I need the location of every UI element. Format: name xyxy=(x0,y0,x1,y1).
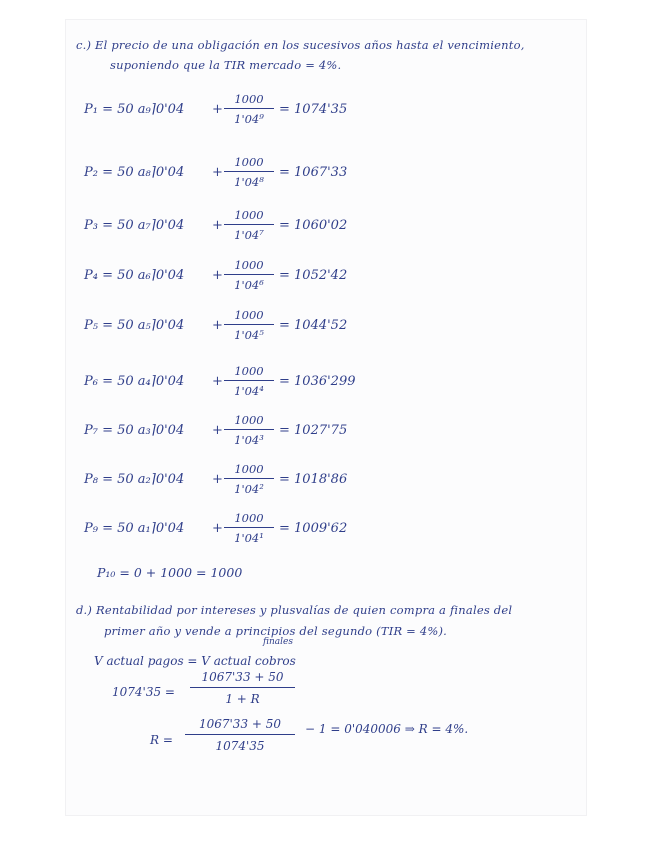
equation-lhs: P₂ = 50 a₈⌉0'04 xyxy=(84,165,185,180)
fraction-denominator: 1'04⁶ xyxy=(234,278,264,292)
p10-equation: P₁₀ = 0 + 1000 = 1000 xyxy=(97,565,243,580)
intro-line-2: suponiendo que la TIR mercado = 4%. xyxy=(110,58,342,72)
equation-fraction xyxy=(224,92,274,126)
equation-result: = 1018'86 xyxy=(279,472,348,487)
price-equation-1 xyxy=(84,92,384,136)
fraction-bar xyxy=(224,171,274,172)
equation-lhs: P₇ = 50 a₃⌉0'04 xyxy=(84,423,185,438)
price-equation-2 xyxy=(84,155,384,199)
price-equation-8 xyxy=(84,462,384,506)
fraction-numerator: 1000 xyxy=(234,413,264,427)
price-equation-7 xyxy=(84,413,384,457)
price-equation-6 xyxy=(84,364,384,408)
fraction-bar xyxy=(224,478,274,479)
eq1-fraction-bar xyxy=(190,687,295,688)
eq2-fraction xyxy=(185,717,295,753)
fraction-numerator: 1000 xyxy=(234,258,264,272)
equation-lhs: P₉ = 50 a₁⌉0'04 xyxy=(84,521,185,536)
equation-result: = 1060'02 xyxy=(279,218,348,233)
equation-fraction xyxy=(224,258,274,292)
fraction-numerator: 1000 xyxy=(234,92,264,106)
eq2-numerator: 1067'33 + 50 xyxy=(198,717,282,731)
fraction-denominator: 1'04² xyxy=(234,482,264,496)
equation-result: = 1074'35 xyxy=(279,102,348,117)
plus-sign: + xyxy=(212,318,223,333)
fraction-denominator: 1'04³ xyxy=(234,433,264,447)
equation-result: = 1036'299 xyxy=(279,374,356,389)
part-d-line-2: primer año y vende a principios del segundo (TIR = 4%). xyxy=(104,624,448,638)
eq2-rhs: − 1 = 0'040006 ⇒ R = 4%. xyxy=(305,722,469,736)
eq2-lhs: R = xyxy=(150,733,173,747)
plus-sign: + xyxy=(212,268,223,283)
eq1-fraction xyxy=(190,670,295,706)
price-equation-9 xyxy=(84,511,384,555)
equation-fraction xyxy=(224,208,274,242)
fraction-denominator: 1'04⁸ xyxy=(234,175,264,189)
price-equation-5 xyxy=(84,308,384,352)
eq2-fraction-bar xyxy=(185,734,295,735)
fraction-bar xyxy=(224,274,274,275)
equation-lhs: P₄ = 50 a₆⌉0'04 xyxy=(84,268,185,283)
plus-sign: + xyxy=(212,423,223,438)
equation-fraction xyxy=(224,511,274,545)
equation-result: = 1009'62 xyxy=(279,521,348,536)
equation-fraction xyxy=(224,308,274,342)
part-d-line-1: d.) Rentabilidad por intereses y plusvalías de quien compra a finales del xyxy=(76,603,513,617)
eq1-denominator: 1 + R xyxy=(225,692,260,706)
equation-result: = 1027'75 xyxy=(279,423,348,438)
equation-result: = 1067'33 xyxy=(279,165,348,180)
fraction-bar xyxy=(224,527,274,528)
fraction-numerator: 1000 xyxy=(234,308,264,322)
plus-sign: + xyxy=(212,218,223,233)
plus-sign: + xyxy=(212,374,223,389)
equation-fraction xyxy=(224,462,274,496)
equation-lhs: P₈ = 50 a₂⌉0'04 xyxy=(84,472,185,487)
fraction-denominator: 1'04⁵ xyxy=(234,328,264,342)
fraction-bar xyxy=(224,108,274,109)
plus-sign: + xyxy=(212,102,223,117)
eq1-lhs: 1074'35 = xyxy=(112,685,175,699)
fraction-numerator: 1000 xyxy=(234,511,264,525)
fraction-bar xyxy=(224,429,274,430)
fraction-denominator: 1'04¹ xyxy=(234,531,264,545)
eq1-numerator: 1067'33 + 50 xyxy=(201,670,284,684)
fraction-bar xyxy=(224,380,274,381)
equation-lhs: P₃ = 50 a₇⌉0'04 xyxy=(84,218,185,233)
equation-fraction xyxy=(224,364,274,398)
equation-result: = 1052'42 xyxy=(279,268,348,283)
equation-lhs: P₆ = 50 a₄⌉0'04 xyxy=(84,374,185,389)
fraction-numerator: 1000 xyxy=(234,155,264,169)
fraction-bar xyxy=(224,324,274,325)
fraction-denominator: 1'04⁴ xyxy=(234,384,264,398)
fraction-numerator: 1000 xyxy=(234,364,264,378)
part-d-line-3: V actual pagos = V actual cobros xyxy=(94,654,296,668)
equation-fraction xyxy=(224,413,274,447)
equation-result: = 1044'52 xyxy=(279,318,348,333)
equation-lhs: P₅ = 50 a₅⌉0'04 xyxy=(84,318,185,333)
part-d-insert-note: finales xyxy=(263,637,293,647)
equation-lhs: P₁ = 50 a₉⌉0'04 xyxy=(84,102,185,117)
fraction-denominator: 1'04⁹ xyxy=(234,112,264,126)
plus-sign: + xyxy=(212,472,223,487)
fraction-bar xyxy=(224,224,274,225)
plus-sign: + xyxy=(212,165,223,180)
fraction-numerator: 1000 xyxy=(234,208,264,222)
price-equation-3 xyxy=(84,208,384,252)
fraction-denominator: 1'04⁷ xyxy=(234,228,264,242)
intro-line-1: c.) El precio de una obligación en los sucesivos años hasta el vencimiento, xyxy=(76,38,525,52)
plus-sign: + xyxy=(212,521,223,536)
price-equation-4 xyxy=(84,258,384,302)
eq2-denominator: 1074'35 xyxy=(215,739,265,753)
fraction-numerator: 1000 xyxy=(234,462,264,476)
equation-fraction xyxy=(224,155,274,189)
